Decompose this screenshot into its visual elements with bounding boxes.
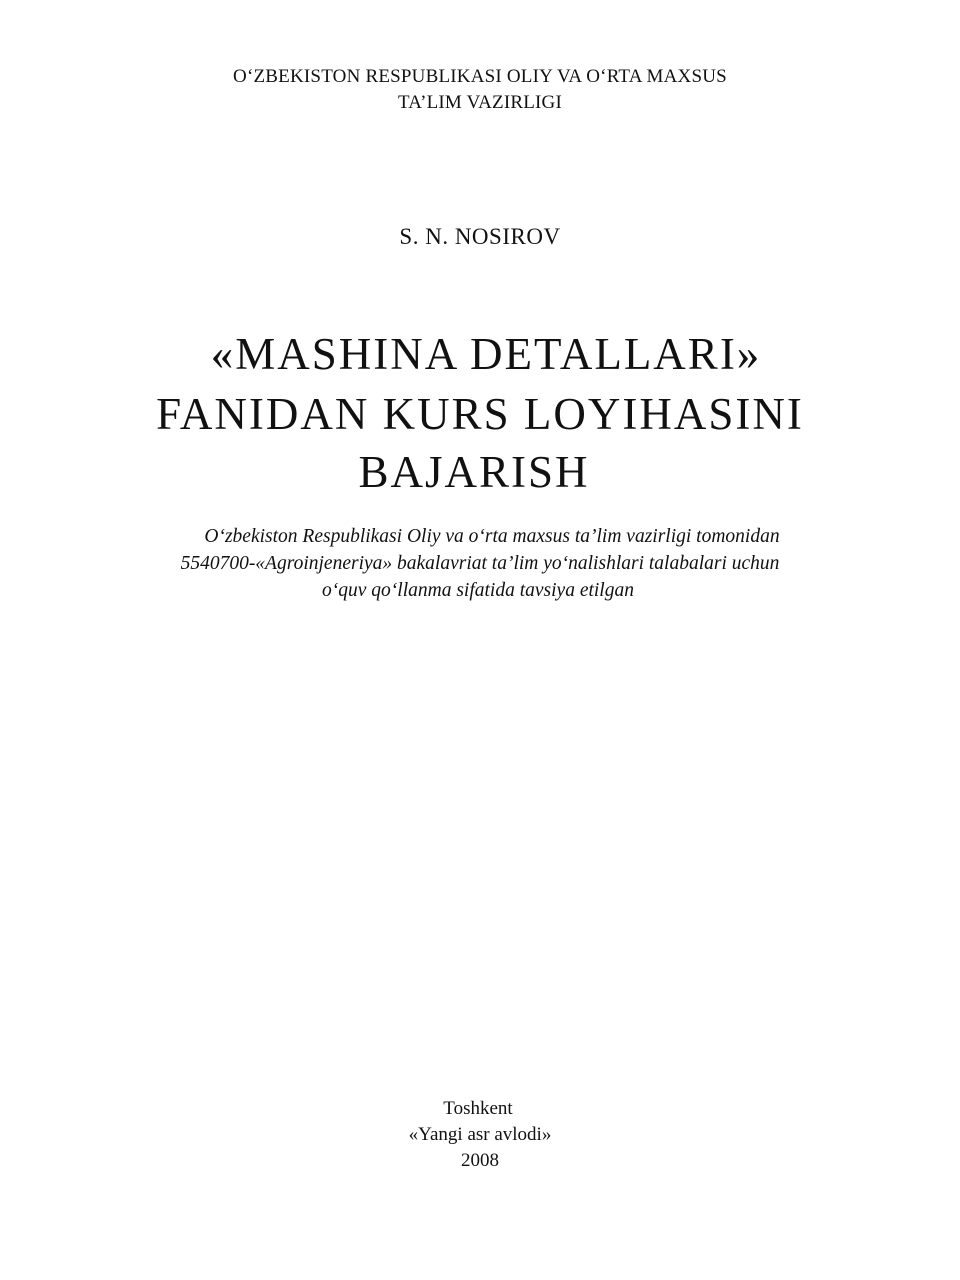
imprint-year: 2008 xyxy=(461,1150,499,1171)
ministry-line-2: TA’LIM VAZIRLIGI xyxy=(397,92,563,113)
approval-line-2: 5540700-«Agroinjeneriya» bakalavriat ta’lim yo‘nalishlari talabalari uchun xyxy=(180,553,780,574)
ministry-line-1: O‘ZBEKISTON RESPUBLIKASI OLIY VA O‘RTA MAXSUS xyxy=(233,66,727,87)
author-name: S. N. NOSIROV xyxy=(399,224,561,249)
title-line-2: FANIDAN KURS LOYIHASINI xyxy=(156,389,804,439)
imprint-city: Toshkent xyxy=(443,1098,513,1119)
approval-line-3: o‘quv qo‘llanma sifatida tavsiya etilgan xyxy=(322,580,634,601)
title-line-3: BAJARISH xyxy=(358,447,590,497)
title-line-1: «MASHINA DETALLARI» xyxy=(210,329,762,379)
imprint-publisher: «Yangi asr avlodi» xyxy=(408,1124,552,1145)
approval-line-1: O‘zbekiston Respublikasi Oliy va o‘rta maxsus ta’lim vazirligi tomonidan xyxy=(204,526,780,547)
